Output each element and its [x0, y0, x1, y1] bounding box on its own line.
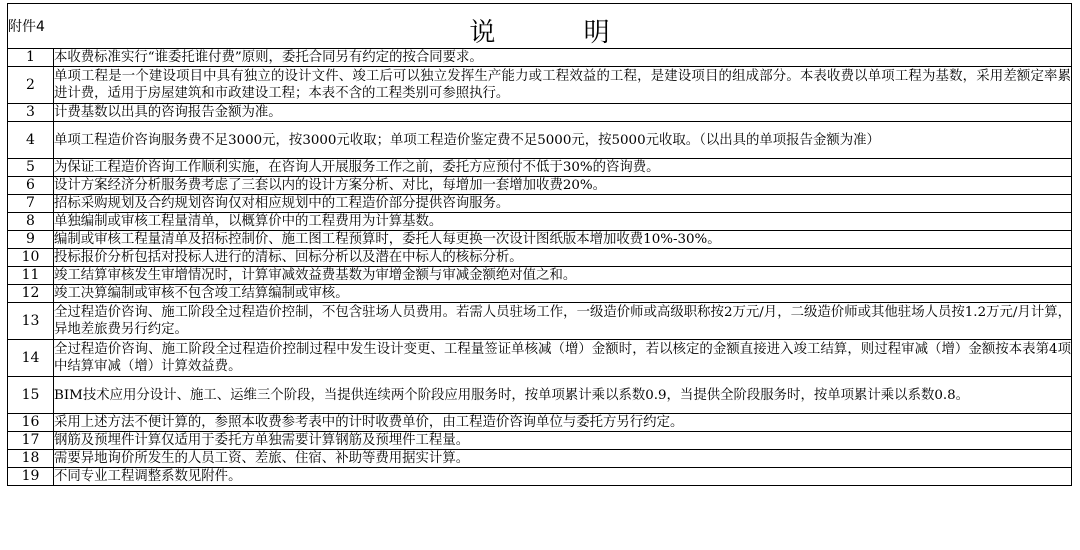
attachment-label: 附件4: [8, 19, 45, 35]
table-row: [8, 450, 1072, 468]
table-row: [8, 414, 1072, 432]
row-text: 招标采购规划及合约规划咨询仅对相应规划中的工程造价部分提供咨询服务。: [54, 195, 1072, 213]
header-row: [8, 4, 1072, 49]
table-row: [8, 177, 1072, 195]
row-number: 10: [8, 249, 54, 267]
row-text: 计费基数以出具的咨询报告金额为准。: [54, 104, 1072, 122]
row-number: 5: [8, 159, 54, 177]
row-number: 6: [8, 177, 54, 195]
row-number: 18: [8, 450, 54, 468]
row-number: 19: [8, 468, 54, 486]
table-row: [8, 67, 1072, 104]
fee-notes-table: [7, 3, 1072, 486]
row-number: 14: [8, 340, 54, 377]
table-row: [8, 195, 1072, 213]
row-number: 2: [8, 67, 54, 104]
table-row: [8, 122, 1072, 159]
header-cell: [8, 4, 1072, 49]
row-text: 竣工结算审核发生审增情况时，计算审减效益费基数为审增金额与审减金额绝对值之和。: [54, 267, 1072, 285]
table-row: [8, 249, 1072, 267]
row-number: 4: [8, 122, 54, 159]
row-text: 为保证工程造价咨询工作顺利实施，在咨询人开展服务工作之前，委托方应预付不低于30%的咨询费。: [54, 159, 1072, 177]
table-row: [8, 231, 1072, 249]
table-row: [8, 468, 1072, 486]
row-number: 3: [8, 104, 54, 122]
row-number: 15: [8, 377, 54, 414]
page-title: 说 明: [469, 18, 650, 48]
row-number: 1: [8, 49, 54, 67]
row-text: 投标报价分析包括对投标人进行的清标、回标分析以及潜在中标人的核标分析。: [54, 249, 1072, 267]
row-text: 钢筋及预埋件计算仅适用于委托方单独需要计算钢筋及预埋件工程量。: [54, 432, 1072, 450]
table-row: [8, 104, 1072, 122]
table-row: [8, 49, 1072, 67]
row-number: 13: [8, 303, 54, 340]
table-row: [8, 340, 1072, 377]
table-row: [8, 432, 1072, 450]
row-text: 全过程造价咨询、施工阶段全过程造价控制，不包含驻场人员费用。若需人员驻场工作，一级造价师或高级职称按2万元/月，二级造价师或其他驻场人员按1.2万元/月计算，异地差旅费另行约定。: [54, 303, 1072, 340]
row-number: 11: [8, 267, 54, 285]
row-text: 设计方案经济分析服务费考虑了三套以内的设计方案分析、对比，每增加一套增加收费20%。: [54, 177, 1072, 195]
row-text: BIM技术应用分设计、施工、运维三个阶段，当提供连续两个阶段应用服务时，按单项累计乘以系数0.9，当提供全阶段服务时，按单项累计乘以系数0.8。: [54, 377, 1072, 414]
row-number: 12: [8, 285, 54, 303]
row-text: 不同专业工程调整系数见附件。: [54, 468, 1072, 486]
table-row: [8, 159, 1072, 177]
table-row: [8, 377, 1072, 414]
row-text: 单独编制或审核工程量清单，以概算价中的工程费用为计算基数。: [54, 213, 1072, 231]
row-number: 17: [8, 432, 54, 450]
row-number: 8: [8, 213, 54, 231]
row-text: 本收费标准实行“谁委托谁付费”原则，委托合同另有约定的按合同要求。: [54, 49, 1072, 67]
row-number: 16: [8, 414, 54, 432]
table-row: [8, 213, 1072, 231]
row-number: 9: [8, 231, 54, 249]
row-text: 竣工决算编制或审核不包含竣工结算编制或审核。: [54, 285, 1072, 303]
row-text: 单项工程造价咨询服务费不足3000元，按3000元收取；单项工程造价鉴定费不足5000元，按5000元收取。（以出具的单项报告金额为准）: [54, 122, 1072, 159]
table-row: [8, 303, 1072, 340]
row-number: 7: [8, 195, 54, 213]
row-text: 编制或审核工程量清单及招标控制价、施工图工程预算时，委托人每更换一次设计图纸版本增加收费10%-30%。: [54, 231, 1072, 249]
row-text: 需要异地询价所发生的人员工资、差旅、住宿、补助等费用据实计算。: [54, 450, 1072, 468]
row-text: 全过程造价咨询、施工阶段全过程造价控制过程中发生设计变更、工程量签证单核减（增）金额时，若以核定的金额直接进入竣工结算，则过程审减（增）金额按本表第4项中结算审减（增）计算效益费。: [54, 340, 1072, 377]
row-text: 采用上述方法不便计算的，参照本收费参考表中的计时收费单价，由工程造价咨询单位与委托方另行约定。: [54, 414, 1072, 432]
row-text: 单项工程是一个建设项目中具有独立的设计文件、竣工后可以独立发挥生产能力或工程效益的工程，是建设项目的组成部分。本表收费以单项工程为基数，采用差额定率累进计费，适用于房屋建筑和市政建设工程；本表不含的工程类别可参照执行。: [54, 67, 1072, 104]
table-row: [8, 267, 1072, 285]
table-row: [8, 285, 1072, 303]
